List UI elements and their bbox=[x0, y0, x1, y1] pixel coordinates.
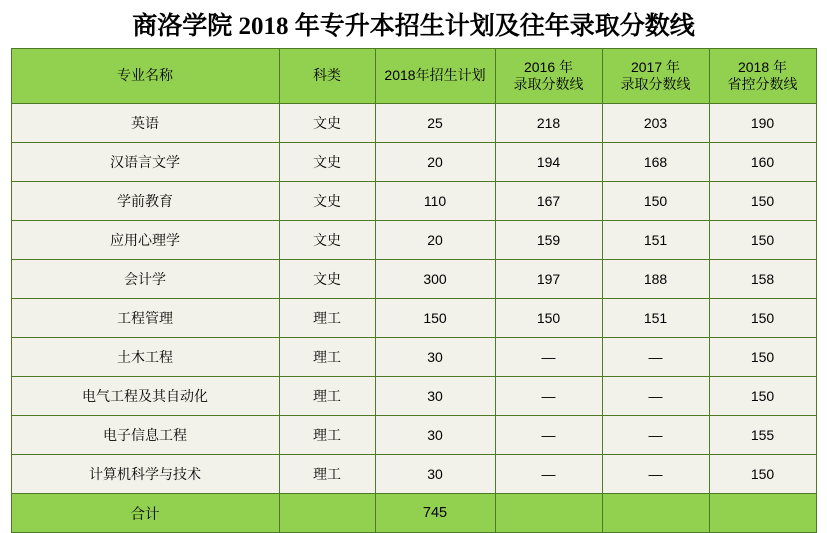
cell-total-score-2017 bbox=[602, 494, 709, 533]
cell-category: 理工 bbox=[279, 299, 375, 338]
cell-category: 文史 bbox=[279, 260, 375, 299]
cell-category: 文史 bbox=[279, 182, 375, 221]
cell-plan: 300 bbox=[375, 260, 495, 299]
cell-score-2018: 150 bbox=[709, 299, 816, 338]
table-total-row bbox=[11, 494, 816, 533]
cell-total-category bbox=[279, 494, 375, 533]
column-header-category: 科类 bbox=[279, 49, 375, 104]
column-header-score-2016-line1: 2016 年 bbox=[523, 58, 574, 75]
cell-score-2018: 150 bbox=[709, 338, 816, 377]
cell-total-label: 合计 bbox=[11, 494, 279, 533]
table-header bbox=[11, 49, 816, 104]
column-header-major: 专业名称 bbox=[11, 49, 279, 104]
cell-category: 文史 bbox=[279, 104, 375, 143]
cell-score-2017: 150 bbox=[602, 182, 709, 221]
cell-score-2016: 194 bbox=[495, 143, 602, 182]
cell-score-2016: — bbox=[495, 338, 602, 377]
cell-major: 应用心理学 bbox=[11, 221, 279, 260]
cell-total-plan: 745 bbox=[375, 494, 495, 533]
cell-plan: 30 bbox=[375, 377, 495, 416]
cell-plan: 30 bbox=[375, 455, 495, 494]
cell-total-score-2018 bbox=[709, 494, 816, 533]
cell-score-2016: 167 bbox=[495, 182, 602, 221]
cell-plan: 30 bbox=[375, 416, 495, 455]
cell-major: 汉语言文学 bbox=[11, 143, 279, 182]
table-row bbox=[11, 338, 816, 377]
cell-plan: 150 bbox=[375, 299, 495, 338]
cell-score-2016: — bbox=[495, 377, 602, 416]
cell-major: 土木工程 bbox=[11, 338, 279, 377]
cell-score-2017: — bbox=[602, 416, 709, 455]
cell-score-2018: 160 bbox=[709, 143, 816, 182]
cell-score-2017: — bbox=[602, 338, 709, 377]
cell-score-2017: — bbox=[602, 377, 709, 416]
cell-major: 电气工程及其自动化 bbox=[11, 377, 279, 416]
cell-score-2017: 151 bbox=[602, 299, 709, 338]
cell-plan: 30 bbox=[375, 338, 495, 377]
table-row bbox=[11, 260, 816, 299]
cell-score-2017: 168 bbox=[602, 143, 709, 182]
cell-score-2016: — bbox=[495, 455, 602, 494]
cell-score-2016: 197 bbox=[495, 260, 602, 299]
cell-score-2016: 218 bbox=[495, 104, 602, 143]
page-title: 商洛学院 2018 年专升本招生计划及往年录取分数线 bbox=[132, 13, 695, 40]
cell-major: 学前教育 bbox=[11, 182, 279, 221]
cell-score-2018: 150 bbox=[709, 455, 816, 494]
column-header-score-2018-line2: 省控分数线 bbox=[727, 76, 798, 92]
cell-major: 英语 bbox=[11, 104, 279, 143]
cell-category: 理工 bbox=[279, 377, 375, 416]
table-row bbox=[11, 377, 816, 416]
cell-score-2018: 150 bbox=[709, 182, 816, 221]
cell-score-2017: — bbox=[602, 455, 709, 494]
cell-score-2017: 188 bbox=[602, 260, 709, 299]
cell-category: 文史 bbox=[279, 143, 375, 182]
enrollment-plan-table bbox=[11, 48, 817, 533]
cell-major: 会计学 bbox=[11, 260, 279, 299]
cell-category: 文史 bbox=[279, 221, 375, 260]
cell-category: 理工 bbox=[279, 455, 375, 494]
table-row bbox=[11, 299, 816, 338]
column-header-score-2017-line1: 2017 年 bbox=[630, 58, 681, 75]
cell-score-2017: 203 bbox=[602, 104, 709, 143]
column-header-score-2018-line1: 2018 年 bbox=[737, 58, 788, 75]
table-header-row bbox=[11, 49, 816, 104]
table-row bbox=[11, 104, 816, 143]
cell-score-2018: 158 bbox=[709, 260, 816, 299]
cell-major: 电子信息工程 bbox=[11, 416, 279, 455]
cell-category: 理工 bbox=[279, 416, 375, 455]
cell-score-2017: 151 bbox=[602, 221, 709, 260]
cell-plan: 25 bbox=[375, 104, 495, 143]
table-row bbox=[11, 416, 816, 455]
column-header-score-2017 bbox=[602, 49, 709, 104]
table-body bbox=[11, 104, 816, 533]
cell-plan: 110 bbox=[375, 182, 495, 221]
cell-plan: 20 bbox=[375, 143, 495, 182]
column-header-score-2016 bbox=[495, 49, 602, 104]
column-header-plan: 2018年招生计划 bbox=[375, 49, 495, 104]
cell-score-2018: 190 bbox=[709, 104, 816, 143]
cell-category: 理工 bbox=[279, 338, 375, 377]
cell-score-2018: 150 bbox=[709, 221, 816, 260]
cell-score-2016: 150 bbox=[495, 299, 602, 338]
cell-score-2016: 159 bbox=[495, 221, 602, 260]
cell-total-score-2016 bbox=[495, 494, 602, 533]
column-header-score-2018 bbox=[709, 49, 816, 104]
table-row bbox=[11, 221, 816, 260]
column-header-score-2016-line2: 录取分数线 bbox=[513, 76, 584, 92]
cell-plan: 20 bbox=[375, 221, 495, 260]
cell-score-2018: 150 bbox=[709, 377, 816, 416]
cell-major: 工程管理 bbox=[11, 299, 279, 338]
cell-score-2018: 155 bbox=[709, 416, 816, 455]
table-row bbox=[11, 143, 816, 182]
cell-score-2016: — bbox=[495, 416, 602, 455]
table-row bbox=[11, 455, 816, 494]
table-row bbox=[11, 182, 816, 221]
column-header-score-2017-line2: 录取分数线 bbox=[620, 76, 691, 92]
cell-major: 计算机科学与技术 bbox=[11, 455, 279, 494]
